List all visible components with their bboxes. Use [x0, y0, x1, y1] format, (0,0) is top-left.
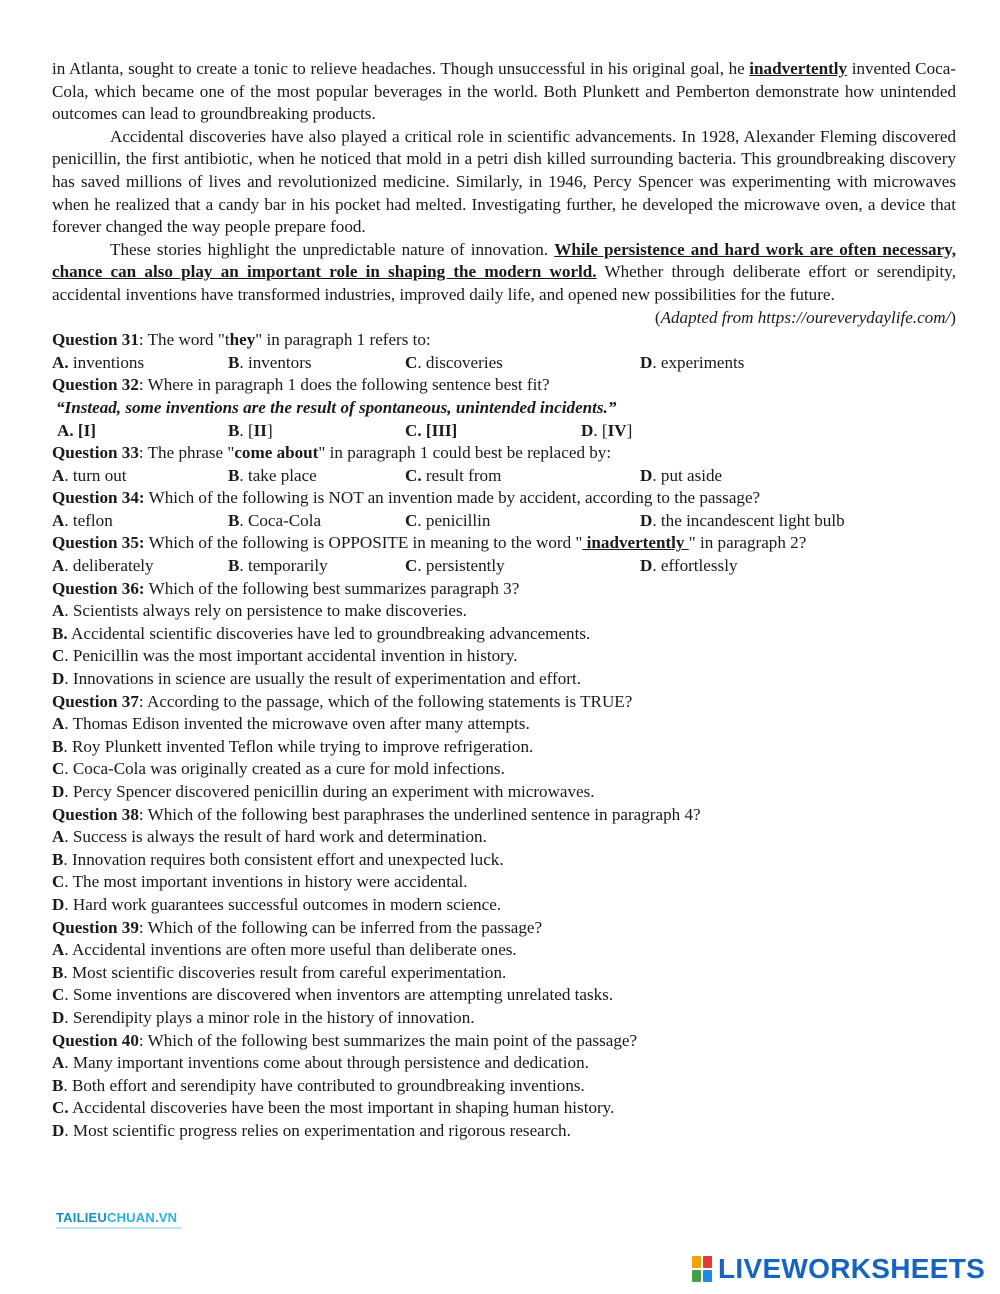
option-c[interactable]	[52, 984, 956, 1007]
option-letter: B.	[52, 623, 68, 643]
option-letter: D	[52, 782, 65, 801]
p4-underlined-sentence: While persistence and hard work are often necessary, chance can also play an important role in shaping the modern world.	[52, 239, 957, 282]
option-text: . The most important inventions in history were accidental.	[64, 872, 468, 892]
question-31-stem-after: " in paragraph 1 refers to:	[255, 330, 431, 350]
liveworksheets-logo[interactable]	[692, 1254, 985, 1284]
option-letter: C	[52, 646, 65, 666]
option-letter: C	[52, 872, 65, 892]
option-b[interactable]	[52, 849, 956, 872]
option-letter: A	[52, 601, 65, 621]
question-39-label: Question 39	[52, 917, 139, 937]
question-34-label: Question 34:	[52, 488, 145, 508]
option-c[interactable]	[52, 871, 956, 894]
p1-keyword-inadvertently: inadvertently	[749, 59, 848, 78]
option-text: . teflon	[64, 510, 113, 530]
question-31	[52, 329, 956, 352]
question-32-quote: “Instead, some inventions are the result of spontaneous, unintended incidents.”	[56, 397, 617, 417]
question-37-stem: : According to the passage, which of the following statements is TRUE?	[138, 691, 633, 711]
question-35-label: Question 35:	[52, 533, 145, 553]
option-d[interactable]	[52, 781, 956, 804]
option-text: . effortlessly	[652, 556, 738, 576]
question-34	[52, 487, 956, 510]
question-39	[52, 917, 956, 940]
tailieuchuan-logo-part1: TAILIEU	[56, 1210, 107, 1225]
option-letter: C	[405, 352, 418, 372]
option-text: . Hard work guarantees successful outcomes in modern science.	[64, 894, 502, 914]
question-36-label: Question 36:	[52, 578, 145, 598]
option-letter: B	[52, 962, 64, 982]
option-a[interactable]	[52, 465, 127, 488]
option-text: Accidental discoveries have been the most important in shaping human history.	[68, 1098, 615, 1118]
option-letter: C.	[405, 420, 422, 440]
question-38-stem: : Which of the following best paraphrases the underlined sentence in paragraph 4?	[138, 804, 701, 824]
option-c[interactable]	[405, 420, 457, 443]
option-bracket-close: ]	[626, 420, 633, 440]
question-35-options	[52, 555, 956, 578]
option-letter: A	[52, 465, 65, 485]
option-text: . Most scientific discoveries result from careful experimentation.	[63, 962, 507, 982]
citation-open-paren: (	[654, 307, 661, 327]
worksheet-page	[52, 58, 956, 1143]
question-35-stem-before: Which of the following is OPPOSITE in meaning to the word "	[144, 533, 583, 553]
option-letter: B	[52, 1075, 64, 1095]
option-text: . inventors	[239, 352, 312, 372]
option-a[interactable]	[57, 420, 96, 443]
option-letter: D	[581, 420, 594, 440]
option-text: II	[253, 420, 267, 440]
option-text: . turn out	[64, 465, 127, 485]
option-c[interactable]	[52, 1097, 956, 1120]
tailieuchuan-tagline-bar	[56, 1227, 182, 1229]
p4-text-before: These stories highlight the unpredictable nature of innovation.	[110, 239, 555, 259]
option-letter: A	[52, 827, 65, 847]
option-text: . temporarily	[239, 556, 328, 576]
question-32	[52, 374, 956, 397]
option-text: . Penicillin was the most important accidental invention in history.	[64, 646, 518, 666]
option-a[interactable]	[52, 939, 956, 962]
option-text: . penicillin	[417, 510, 491, 530]
source-citation	[52, 307, 956, 330]
option-letter: A.	[52, 352, 69, 372]
option-bracket-close: ]	[266, 420, 273, 440]
option-b[interactable]	[228, 510, 321, 533]
option-text: result from	[421, 465, 502, 485]
option-letter: C	[52, 985, 65, 1005]
option-text: inventions	[68, 352, 145, 372]
question-36-stem: Which of the following best summarizes paragraph 3?	[144, 578, 520, 598]
option-letter: A	[52, 940, 65, 960]
option-d[interactable]	[640, 352, 744, 375]
question-40-stem: : Which of the following best summarizes the main point of the passage?	[138, 1030, 638, 1050]
option-b[interactable]	[228, 352, 312, 375]
option-d[interactable]	[640, 465, 722, 488]
option-b[interactable]	[228, 465, 317, 488]
option-letter: B	[228, 465, 240, 485]
option-text: . Some inventions are discovered when inventors are attempting unrelated tasks.	[64, 985, 614, 1005]
option-letter: C	[405, 556, 418, 576]
p1-text-after: invented Coca-Cola, which became one of the most popular beverages in the world. Both Plunkett and Pemberton demonstrate how unintended outcomes can lead to groundbreaking products.	[52, 59, 956, 124]
citation-close-paren: )	[950, 307, 956, 327]
question-33-stem-before: : The phrase "	[138, 443, 235, 463]
option-text: . Roy Plunkett invented Teflon while trying to improve refrigeration.	[63, 736, 534, 756]
question-37-label: Question 37	[52, 691, 139, 711]
question-40	[52, 1030, 956, 1053]
option-text: . Percy Spencer discovered penicillin during an experiment with microwaves.	[64, 782, 595, 801]
option-text: . Success is always the result of hard work and determination.	[64, 827, 487, 847]
option-letter: B	[228, 510, 240, 530]
option-a[interactable]	[52, 826, 956, 849]
option-a[interactable]	[52, 713, 956, 736]
question-35-keyword: inadvertently	[582, 533, 689, 553]
option-text: . Coca-Cola	[239, 510, 322, 530]
option-text: . Innovation requires both consistent effort and unexpected luck.	[63, 849, 504, 869]
option-letter: D	[640, 352, 653, 372]
option-text: . experiments	[652, 352, 745, 372]
option-c[interactable]	[52, 758, 956, 781]
question-32-stem: : Where in paragraph 1 does the following sentence best fit?	[138, 375, 550, 395]
question-33-keyword: come about	[234, 443, 319, 463]
option-letter: D	[640, 556, 653, 576]
question-36	[52, 578, 956, 601]
question-35-stem-after: " in paragraph 2?	[688, 533, 807, 553]
question-31-label: Question 31	[52, 330, 139, 350]
option-text: . deliberately	[64, 556, 154, 576]
option-text: . Many important inventions come about through persistence and dedication.	[64, 1053, 589, 1073]
question-33	[52, 442, 956, 465]
option-letter: D	[52, 669, 65, 689]
p4-text-after: Whether through deliberate effort or serendipity, accidental inventions have transformed industries, improved daily life, and opened new possibilities for the future.	[52, 262, 956, 304]
citation-text: Adapted from https://oureverydaylife.com/	[660, 307, 951, 327]
option-bracket-open: . [	[239, 420, 254, 440]
option-text: [III]	[421, 420, 458, 440]
option-letter: D	[52, 894, 65, 914]
option-letter: A	[52, 556, 65, 576]
option-c[interactable]	[405, 352, 503, 375]
question-33-label: Question 33	[52, 443, 139, 463]
question-34-options	[52, 510, 956, 533]
tailieuchuan-logo[interactable]	[56, 1210, 182, 1229]
option-b[interactable]	[52, 736, 956, 759]
question-31-keyword: hey	[229, 330, 256, 350]
option-text: . persistently	[417, 556, 505, 576]
option-letter: A.	[57, 420, 74, 440]
option-b[interactable]	[52, 1075, 956, 1098]
option-d[interactable]	[52, 1007, 956, 1030]
option-d[interactable]	[640, 510, 845, 533]
option-c[interactable]	[405, 555, 505, 578]
question-40-label: Question 40	[52, 1030, 139, 1050]
option-c[interactable]	[405, 465, 501, 488]
option-b[interactable]	[228, 420, 273, 443]
option-letter: A	[52, 1053, 65, 1073]
option-a[interactable]	[52, 555, 154, 578]
option-letter: C.	[52, 1098, 69, 1118]
option-bracket-open: . [	[593, 420, 608, 440]
question-38-label: Question 38	[52, 804, 139, 824]
option-letter: B	[52, 736, 64, 756]
p1-text-before: in Atlanta, sought to create a tonic to relieve headaches. Though unsuccessful in his original goal, he	[52, 59, 750, 78]
option-text: . Serendipity plays a minor role in the history of innovation.	[64, 1007, 475, 1027]
option-d[interactable]	[581, 420, 632, 443]
option-a[interactable]	[52, 600, 956, 623]
passage-paragraph-1-tail	[52, 58, 956, 126]
option-b[interactable]	[52, 623, 956, 646]
option-text: . Most scientific progress relies on experimentation and rigorous research.	[64, 1120, 571, 1140]
option-b[interactable]	[228, 555, 328, 578]
option-text: [I]	[73, 420, 96, 440]
question-35	[52, 532, 956, 555]
option-text: . the incandescent light bulb	[652, 510, 845, 530]
question-33-stem-after: " in paragraph 1 could best be replaced by:	[318, 443, 612, 463]
option-text: . Both effort and serendipity have contributed to groundbreaking inventions.	[63, 1075, 585, 1095]
option-d[interactable]	[52, 1120, 956, 1143]
option-letter: A	[52, 510, 65, 530]
option-text: . take place	[239, 465, 317, 485]
option-text: . discoveries	[417, 352, 503, 372]
option-c[interactable]	[52, 645, 956, 668]
passage-paragraph-4	[52, 239, 956, 307]
option-letter: C	[52, 759, 65, 779]
option-letter: D	[640, 510, 653, 530]
passage-paragraph-3: Accidental discoveries have also played a critical role in scientific advancements. In 1928, Alexander Fleming discovered penicillin, the first antibiotic, when he noticed that mold in a petri dish killed surrounding bacteria. This groundbreaking discovery has saved millions of lives and revolutionized medicine. Similarly, in 1946, Percy Spencer was experimenting with microwaves when he realized that a candy bar in his pocket had melted. Investigating further, he developed the microwave oven, a device that forever changed the way people prepare food.	[52, 126, 956, 237]
question-39-stem: : Which of the following can be inferred from the passage?	[138, 917, 543, 937]
liveworksheets-wordmark: LIVEWORKSHEETS	[718, 1253, 986, 1284]
option-letter: B	[228, 420, 240, 440]
option-letter: A	[52, 714, 65, 734]
option-text: . Accidental inventions are often more useful than deliberate ones.	[64, 940, 517, 960]
option-d[interactable]	[52, 894, 956, 917]
option-c[interactable]	[405, 510, 490, 533]
question-38	[52, 804, 956, 827]
option-letter: D	[52, 1120, 65, 1140]
option-letter: B	[228, 352, 240, 372]
question-31-options	[52, 352, 956, 375]
option-d[interactable]	[640, 555, 738, 578]
question-34-stem: Which of the following is NOT an invention made by accident, according to the passage?	[144, 488, 761, 508]
liveworksheets-icon	[692, 1256, 714, 1282]
option-letter: B	[228, 556, 240, 576]
option-letter: C	[405, 510, 418, 530]
question-32-label: Question 32	[52, 375, 139, 395]
option-letter: D	[640, 465, 653, 485]
option-text: . Innovations in science are usually the result of experimentation and effort.	[64, 669, 581, 689]
option-a[interactable]	[52, 1052, 956, 1075]
tailieuchuan-logo-part2: CHUAN.VN	[107, 1210, 178, 1225]
option-letter: B	[52, 849, 64, 869]
option-text: . Coca-Cola was originally created as a cure for mold infections.	[64, 759, 505, 779]
option-letter: C.	[405, 465, 422, 485]
option-text: . Thomas Edison invented the microwave oven after many attempts.	[64, 714, 530, 734]
option-letter: D	[52, 1007, 65, 1027]
question-31-stem-before: : The word "t	[138, 330, 230, 350]
option-text: . Scientists always rely on persistence to make discoveries.	[64, 601, 467, 621]
option-text: IV	[607, 420, 627, 440]
question-32-options	[52, 420, 956, 443]
option-a[interactable]	[52, 352, 144, 375]
question-37	[52, 691, 956, 714]
option-text: . put aside	[652, 465, 723, 485]
option-a[interactable]	[52, 510, 113, 533]
option-b[interactable]	[52, 962, 956, 985]
option-d[interactable]	[52, 668, 956, 691]
option-text: Accidental scientific discoveries have led to groundbreaking advancements.	[67, 623, 591, 643]
question-33-options	[52, 465, 956, 488]
